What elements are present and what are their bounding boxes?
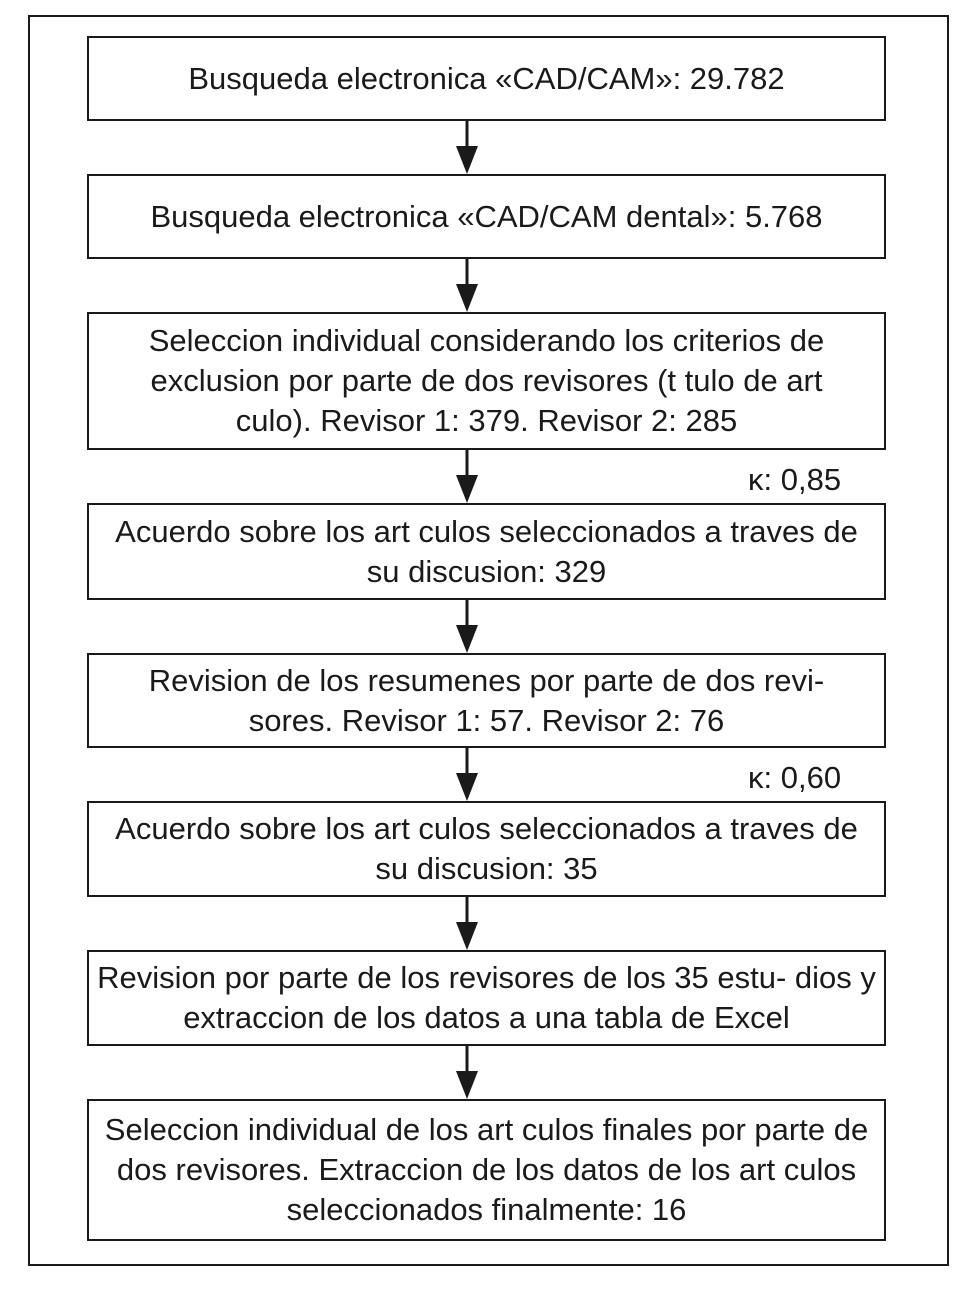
step-5-label: Revision de los resumenes por parte de dos revi- sores. Revisor 1: 57. Revisor 2: 76 [148, 662, 825, 738]
kappa-2-label: κ: 0,60 [748, 760, 842, 795]
step-3-box [87, 312, 886, 450]
step-2-label: Busqueda electronica «CAD/CAM dental»: 5.768 [150, 198, 823, 234]
step-2-box [87, 174, 886, 259]
step-7-box [87, 950, 886, 1046]
step-7-label: Revision por parte de los revisores de los 35 estu- dios y extraccion de los datos a una tabla de Excel [97, 960, 876, 1035]
step-6-label: Acuerdo sobre los art culos seleccionados a traves de su discusion: 35 [115, 811, 858, 886]
step-8-box [87, 1099, 886, 1241]
step-4-box [87, 503, 886, 600]
step-6-box [87, 801, 886, 897]
step-4-label: Acuerdo sobre los art culos seleccionados a traves de su discusion: 329 [115, 513, 858, 589]
step-8-label: Seleccion individual de los art culos finales por parte de dos revisores. Extraccion de los datos de los art culos seleccionados finalmente: 16 [104, 1112, 869, 1227]
kappa-1-label: κ: 0,85 [748, 462, 842, 497]
step-5-box [87, 653, 886, 748]
step-3-label: Seleccion individual considerando los criterios de exclusion por parte de dos revisores (t tulo de art culo). Revisor 1: 379. Revisor 2: 285 [148, 323, 825, 438]
step-1-label: Busqueda electronica «CAD/CAM»: 29.782 [188, 60, 785, 96]
step-1-box [87, 36, 886, 121]
